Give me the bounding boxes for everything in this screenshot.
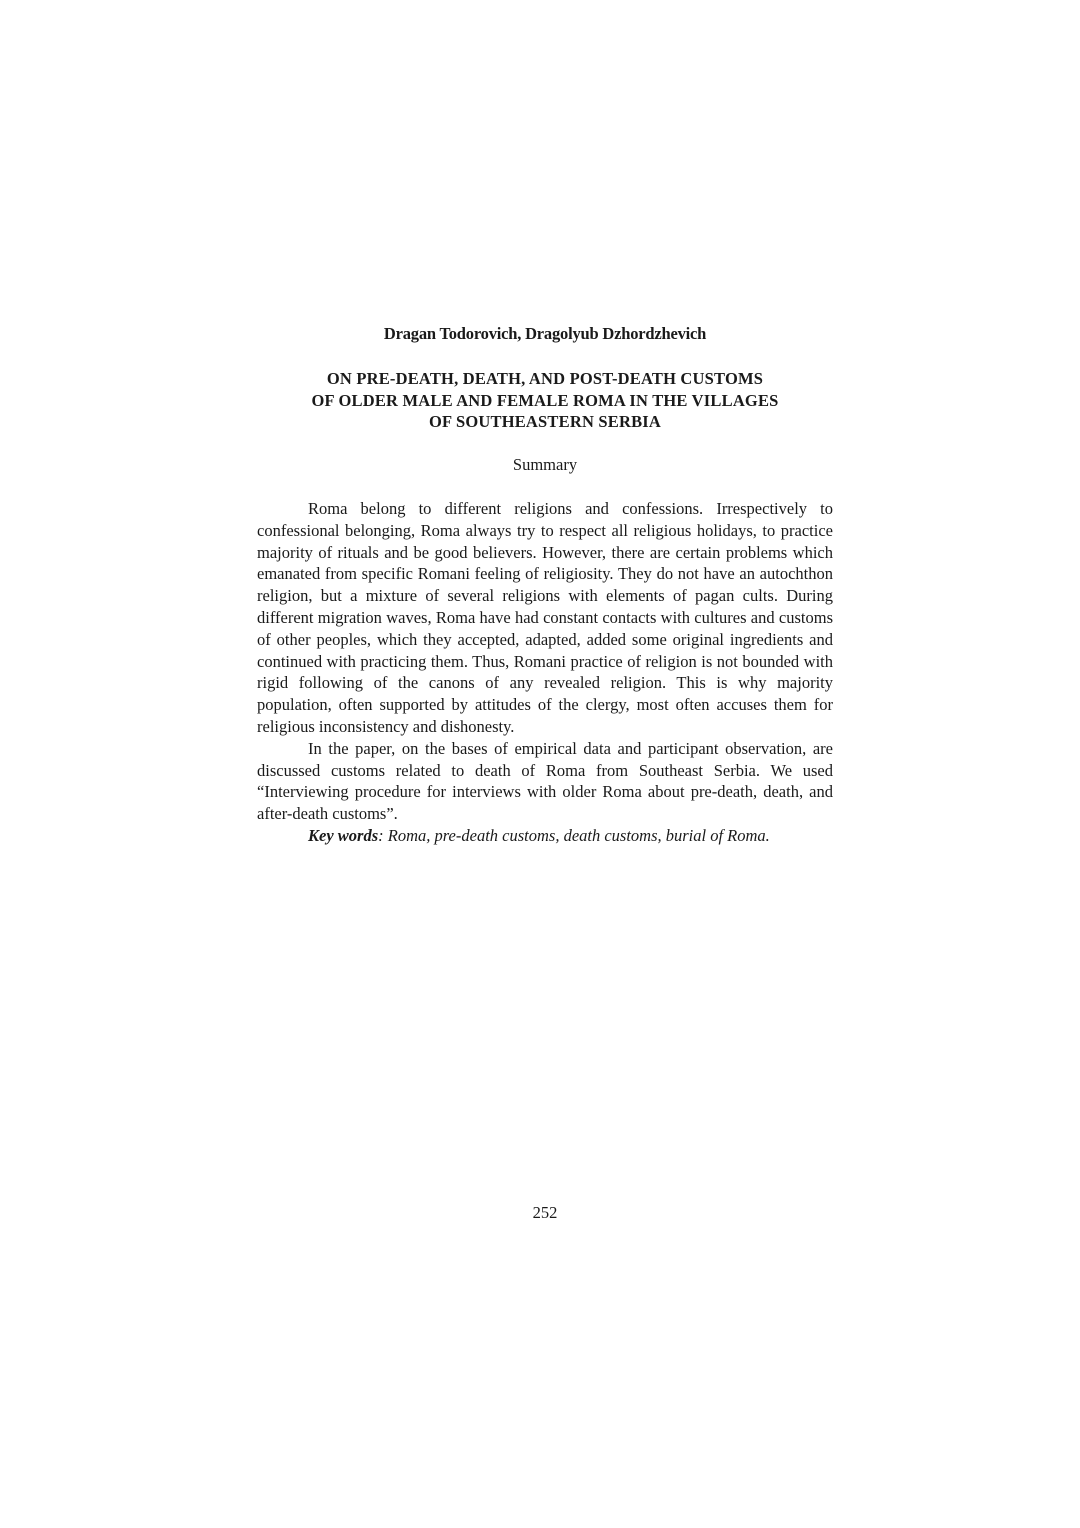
authors: Dragan Todorovich, Dragolyub Dzhordzhevich xyxy=(383,324,707,343)
keywords-label: Key words xyxy=(308,825,379,845)
keywords-text: : Roma, pre-death customs, death customs, burial of Roma. xyxy=(378,825,770,845)
summary-paragraph: In the paper, on the bases of empirical data and participant observation, are discussed customs related to death of Roma from Southeast Serbia. We used “Interviewing procedure for interviews with older Roma about pre-death, death, and after-death customs”. xyxy=(257,738,833,824)
summary-paragraph: Roma belong to different religions and confessions. Irrespectively to confessional belonging, Roma always try to respect all religious holidays, to practice majority of rituals and be good believers. However, there are certain problems which emanated from specific Romani feeling of religiosity. They do not have an autochthon religion, but a mixture of several religions with elements of pagan cults. During different migration waves, Roma have had constant contacts with cultures and customs of other peoples, which they accepted, adapted, added some original ingredients and continued with practicing them. Thus, Romani practice of religion is not bounded with rigid following of the canons of any revealed religion. This is why majority population, often supported by attitudes of the clergy, most often accuses them for religious inconsistency and dishonesty. xyxy=(257,499,833,736)
summary-heading: Summary xyxy=(512,455,578,474)
title-line: OF OLDER MALE AND FEMALE ROMA IN THE VILLAGES xyxy=(311,390,779,410)
title-line: ON PRE-DEATH, DEATH, AND POST-DEATH CUSTOMS xyxy=(326,369,764,388)
page-number: 252 xyxy=(532,1203,558,1222)
keywords xyxy=(257,825,833,847)
summary-body xyxy=(257,498,833,847)
paper-title xyxy=(0,368,1080,433)
title-line: OF SOUTHEASTERN SERBIA xyxy=(428,412,662,431)
